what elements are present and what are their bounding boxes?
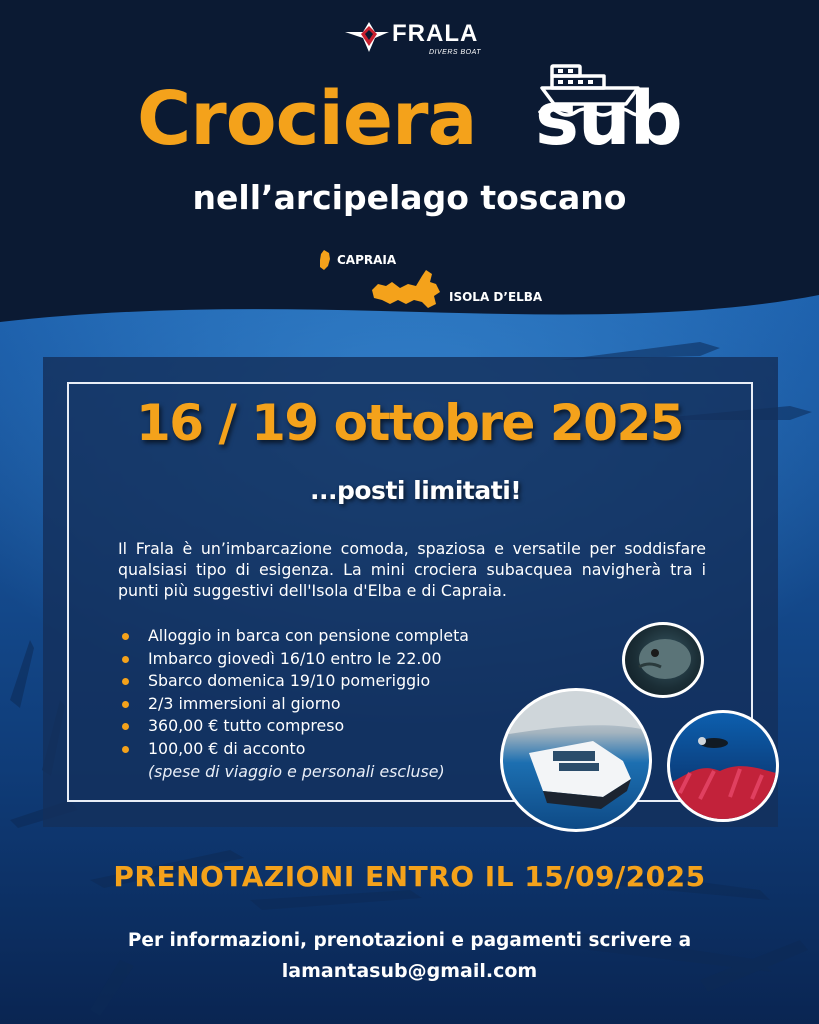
contact-email[interactable]: lamantasub@gmail.com [281,960,538,982]
bullet-icon [122,701,129,708]
boat-photo [500,688,652,832]
feature-item [120,738,469,761]
diver-coral-icon [670,713,776,819]
bullet-icon [122,678,129,685]
bullet-icon [122,656,129,663]
features-list [120,625,469,760]
dive-boat-icon [503,691,649,829]
contact-info-text: Per informazioni, prenotazioni e pagamenti scrivere a [127,930,692,951]
costs-note: (spese di viaggio e personali escluse) [148,762,445,781]
feature-text: 360,00 € tutto compreso [148,716,345,735]
feature-text: Sbarco domenica 19/10 pomeriggio [148,671,431,690]
bullet-icon [122,723,129,730]
elba-label: ISOLA D’ELBA [449,290,543,304]
diver-photo [667,710,779,822]
event-dates: 16 / 19 ottobre 2025 [135,394,684,452]
capraia-label: CAPRAIA [337,253,397,267]
brand-tagline: DIVERS BOAT [429,49,482,56]
feature-text: Imbarco giovedì 16/10 entro le 22.00 [148,648,442,668]
title-sub: sub [535,76,682,162]
feature-item [120,693,469,716]
availability-text: ...posti limitati! [310,476,522,505]
feature-item [120,625,469,648]
feature-item [120,715,469,738]
booking-deadline: PRENOTAZIONI ENTRO IL 15/09/2025 [113,860,706,893]
event-description: Il Frala è un’imbarcazione comoda, spaziosa e versatile per soddisfare qualsiasi tipo di esigenza. La mini crociera subacquea navigherà tra i punti più suggestivi dell'Isola d'Elba e di Capraia. [118,539,706,600]
brand-name: FRALA [392,20,479,47]
elba-island-icon [370,268,442,310]
grouper-fish-icon [625,625,701,695]
feature-item [120,648,469,671]
title-crociera: Crociera [137,76,477,162]
bullet-icon [122,633,129,640]
feature-text: Alloggio in barca con pensione completa [148,626,469,645]
bullet-icon [122,746,129,753]
feature-item [120,670,469,693]
grouper-photo [622,622,704,698]
capraia-island-icon [318,250,332,270]
subtitle: nell’arcipelago toscano [192,178,627,217]
feature-text: 100,00 € di acconto [148,738,306,758]
feature-text: 2/3 immersioni al giorno [148,693,341,713]
